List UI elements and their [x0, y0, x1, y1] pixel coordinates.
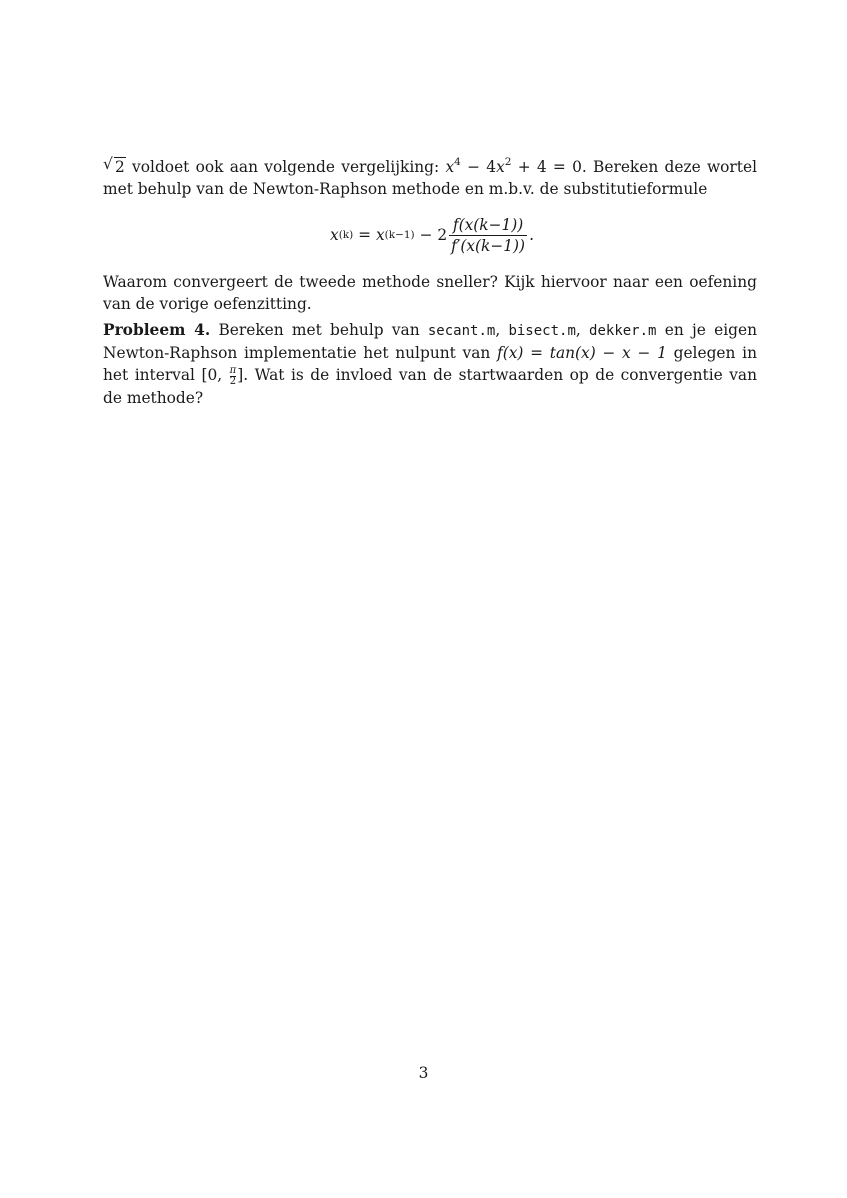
page-number: 3	[418, 1064, 429, 1082]
code-dekker: dekker.m	[589, 323, 657, 339]
substitution-formula: x (k) = x (k−1) − 2 $\frac{f(x(k-1))}{f'(x(k-1))}$ .	[330, 215, 534, 255]
formula-denominator: f′(x(k−1))	[451, 236, 526, 255]
function-expression: f(x) = tan(x) − x − 1	[497, 344, 667, 362]
code-secant: secant.m	[427, 323, 496, 339]
formula-numerator: f(x(k−1))	[452, 215, 524, 234]
formula-fraction	[449, 215, 527, 256]
pi-over-two: $\frac{\pi}{2}$	[229, 364, 237, 387]
problem-heading: Probleem 4.	[103, 321, 211, 339]
sqrt-symbol: √ 2	[103, 155, 125, 176]
paragraph-question: Waarom convergeert de tweede methode sneller? Kijk hiervoor naar een oefening van de vorige oefenzitting.	[103, 273, 757, 313]
problem-4: Probleem 4. Bereken met behulp van secant.m, bisect.m, dekker.m en je eigen Newton-Raphson implementatie het nulpunt van f(x) = tan(x) − x − 1 gelegen in het interval [0, $\frac{\pi}{2}$ ]. Wat is de invloed van de startwaarden op de convergentie van de methode?	[103, 321, 758, 407]
code-bisect: bisect.m	[508, 323, 576, 339]
paragraph-sqrt2: √ 2 voldoet ook aan volgende vergelijking: $x^4 - 4x^2 + 4 = 0$. Bereken deze wortel met behulp van de Newton-Raphson methode en m.b.v. de substitutieformule	[103, 155, 757, 198]
